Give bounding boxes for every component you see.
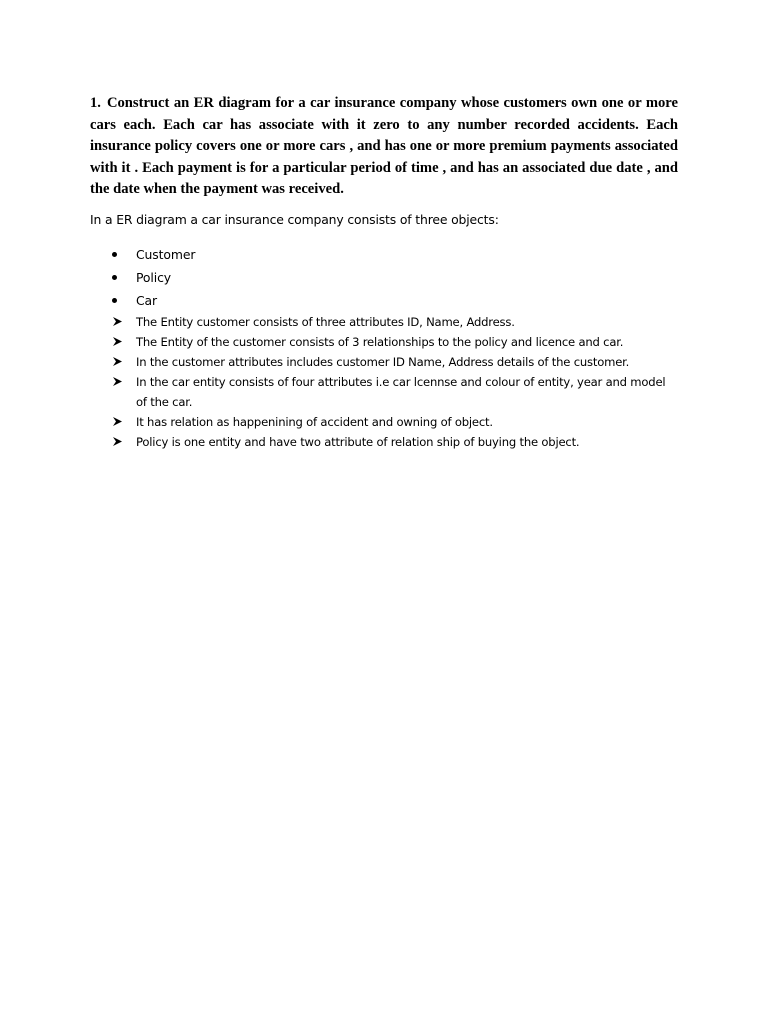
bullet-icon bbox=[112, 298, 117, 303]
arrow-bullet-icon bbox=[112, 356, 123, 367]
list-item-text: Policy is one entity and have two attribute of relation ship of buying the object. bbox=[136, 434, 580, 449]
list-item bbox=[90, 289, 678, 312]
list-item bbox=[90, 352, 678, 372]
list-item-text: Car bbox=[136, 292, 158, 308]
list-item-text: In the car entity consists of four attributes i.e car lcennse and colour of entity, year and model of the car. bbox=[136, 374, 666, 409]
list-item bbox=[90, 312, 678, 332]
bullet-icon bbox=[112, 275, 117, 280]
list-item-text: The Entity customer consists of three attributes ID, Name, Address. bbox=[136, 314, 515, 329]
question-number: 1. bbox=[90, 95, 101, 111]
arrow-bullet-icon bbox=[112, 436, 123, 447]
intro-paragraph: In a ER diagram a car insurance company consists of three objects: bbox=[90, 211, 499, 227]
list-item-text: Policy bbox=[136, 269, 172, 285]
arrow-bullet-icon bbox=[112, 376, 123, 387]
arrow-bullet-icon bbox=[112, 336, 123, 347]
list-item bbox=[90, 332, 678, 352]
list-item bbox=[90, 432, 678, 452]
arrow-bullet-icon bbox=[112, 416, 123, 427]
list-item bbox=[90, 243, 678, 266]
list-item-text: The Entity of the customer consists of 3 relationships to the policy and licence and car. bbox=[136, 334, 624, 349]
list-item bbox=[90, 266, 678, 289]
list-item-text: Customer bbox=[136, 246, 196, 262]
question-paragraph bbox=[90, 93, 678, 201]
list-item-text: In the customer attributes includes customer ID Name, Address details of the customer. bbox=[136, 354, 630, 369]
list-item bbox=[90, 412, 678, 432]
document-page bbox=[90, 93, 678, 452]
bullet-icon bbox=[112, 252, 117, 257]
list-item bbox=[90, 372, 678, 412]
list-item-text: It has relation as happenining of accident and owning of object. bbox=[136, 414, 493, 429]
arrow-bullet-icon bbox=[112, 316, 123, 327]
answer-list bbox=[90, 243, 678, 452]
question-text: Construct an ER diagram for a car insurance company whose customers own one or more cars each. Each car has associate with it zero to any number recorded accidents. Each insurance policy covers one or more cars , and has one or more premium payments associated with it . Each payment is for a particular period of time , and has an associated due date , and the date when the payment was received. bbox=[90, 95, 678, 197]
